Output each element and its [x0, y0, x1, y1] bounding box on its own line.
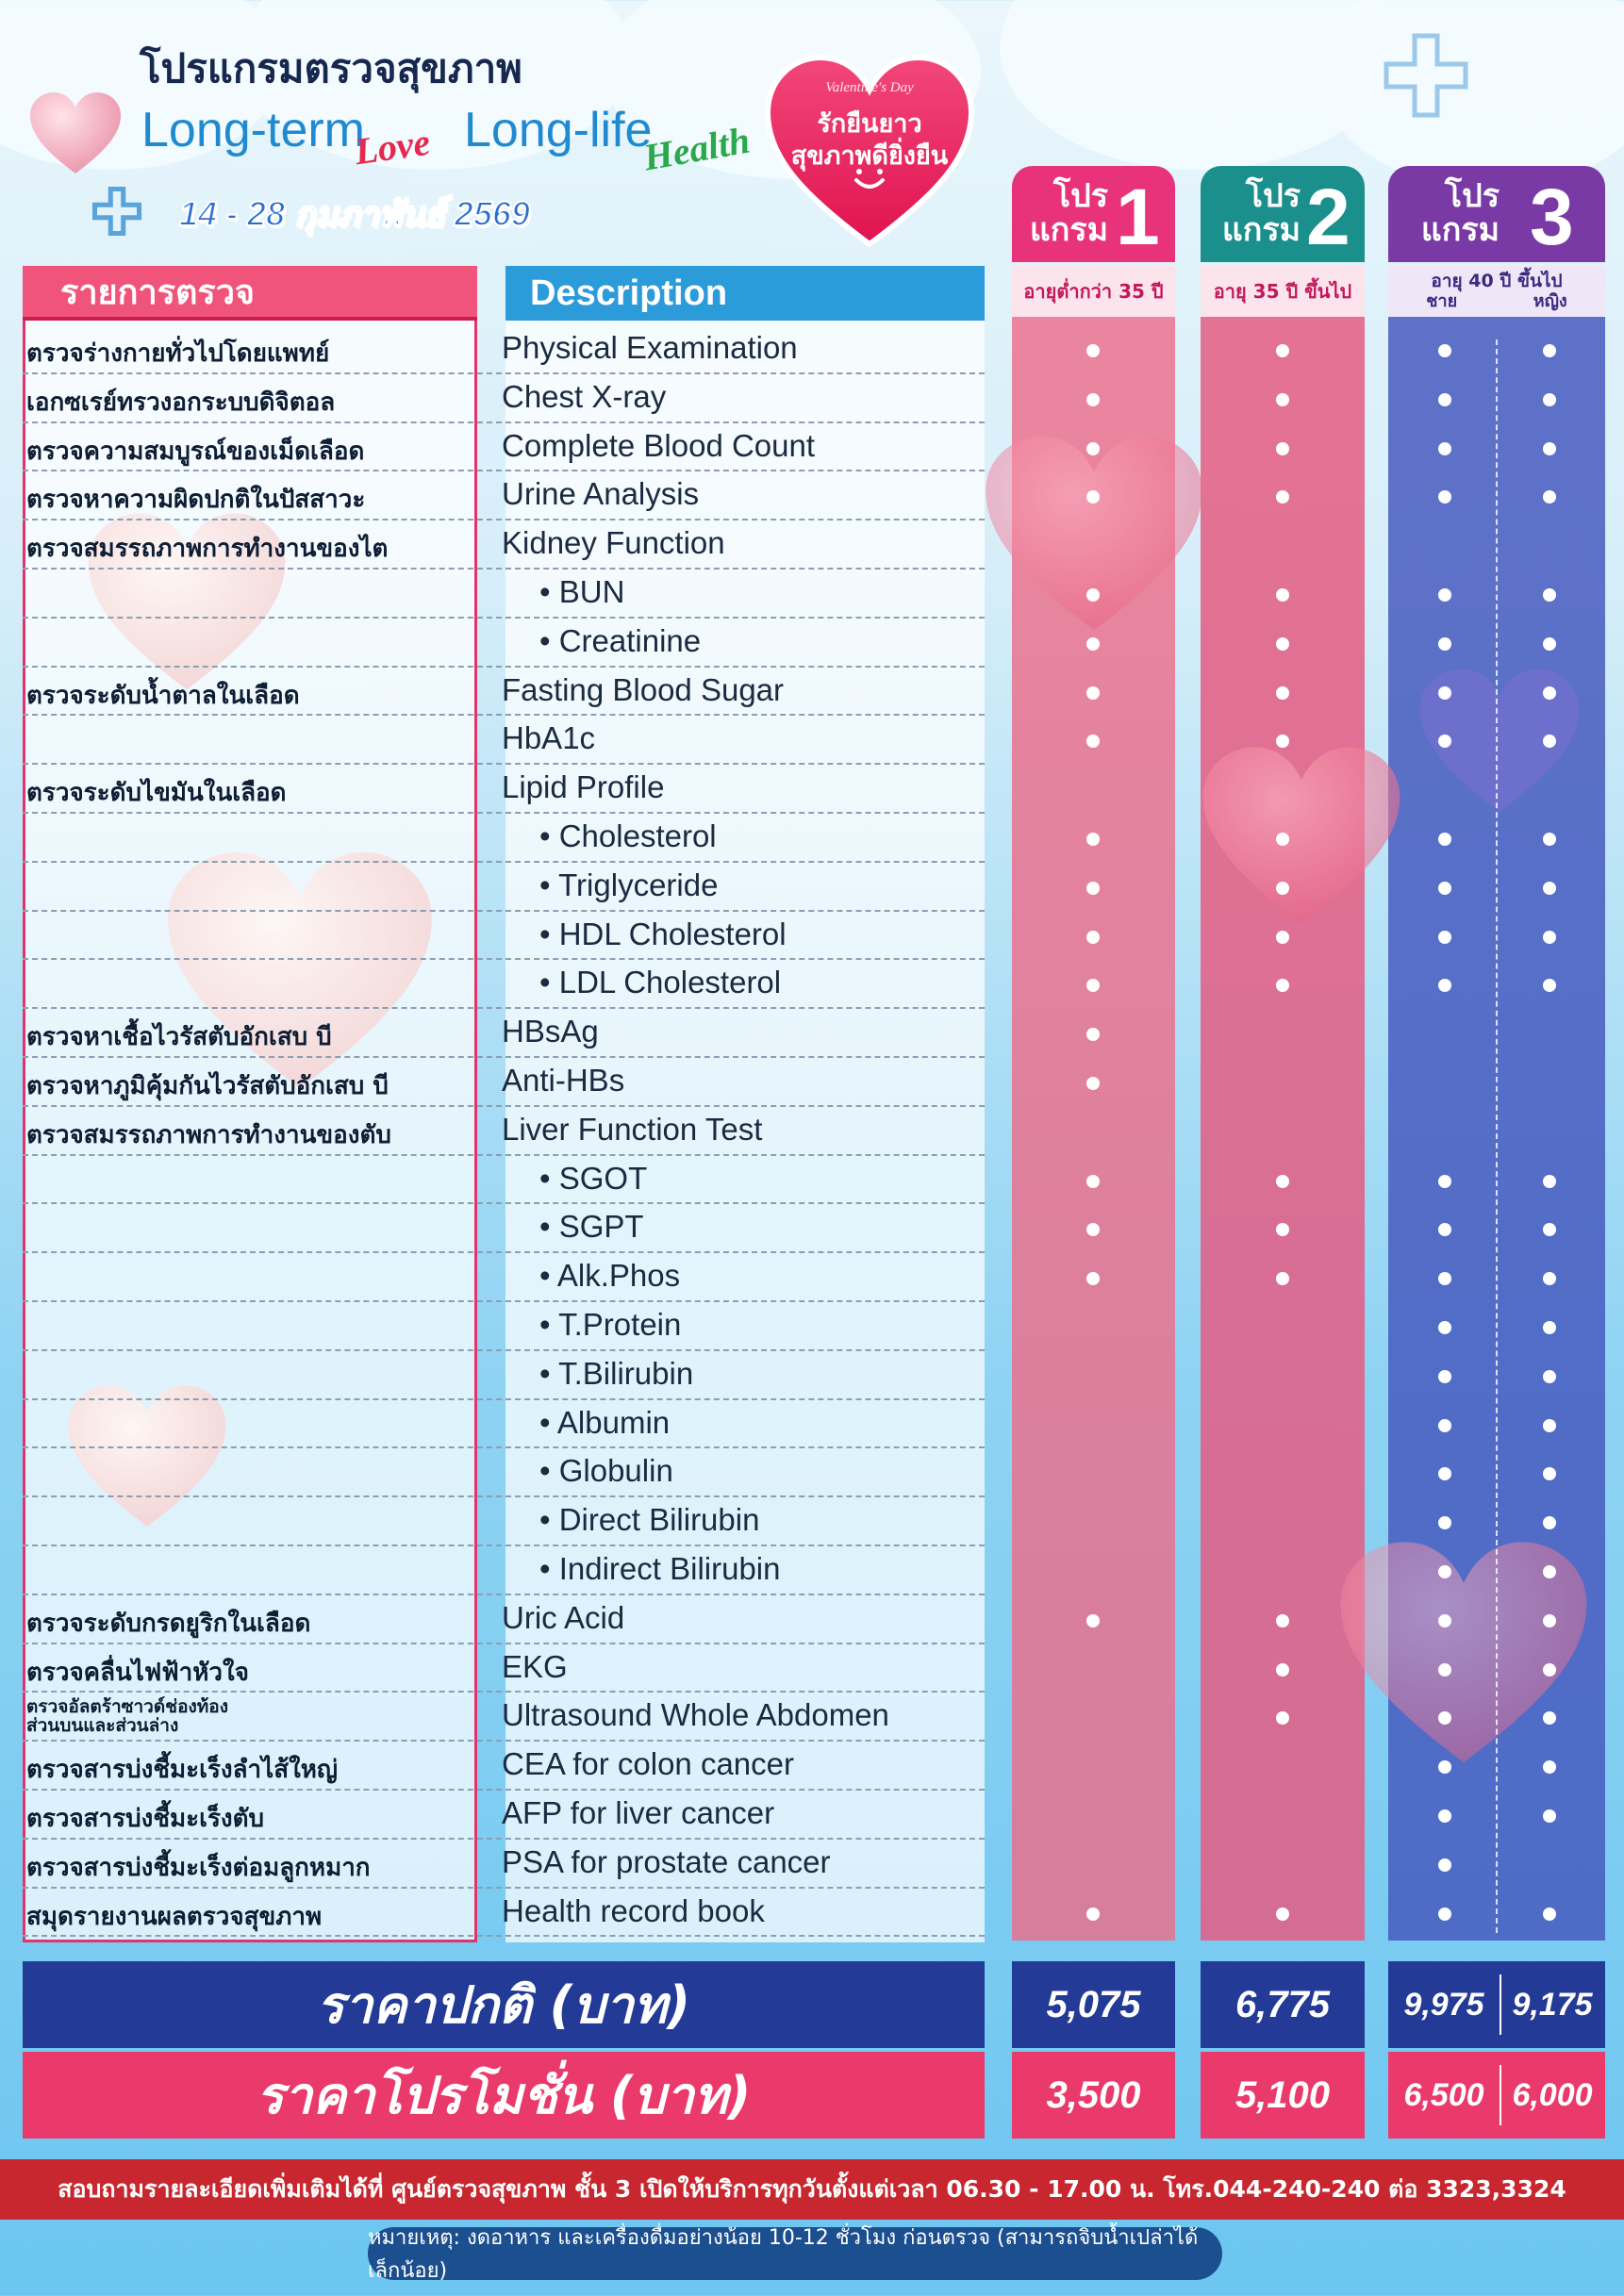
included-dot-p1 [1086, 442, 1100, 455]
item-header: รายการตรวจ [23, 266, 477, 321]
normal-price-p1: 5,075 [1012, 1961, 1175, 2048]
exam-description: Fasting Blood Sugar [502, 671, 785, 707]
row-divider [23, 958, 985, 960]
normal-price-p3-male: 9,975 [1403, 1986, 1484, 2023]
included-dot-p3f [1543, 686, 1556, 700]
included-dot-p1 [1086, 1028, 1100, 1041]
exam-item-label: ตรวจร่างกายทั่วไปโดยแพทย์ [26, 339, 330, 368]
exam-item-label: ตรวจสมรรถภาพการทำงานของไต [26, 535, 389, 564]
included-dot-p3f [1543, 1614, 1556, 1627]
included-dot-p1 [1086, 1272, 1100, 1285]
included-dot-p3f [1543, 1175, 1556, 1188]
program-3-divider [1496, 339, 1498, 1933]
included-dot-p1 [1086, 931, 1100, 944]
normal-price-label: ราคาปกติ (บาท) [23, 1961, 985, 2048]
promo-date: 14 - 28 กุมภาพันธ์ 2569 [179, 194, 530, 233]
exam-item-label: ตรวจสารบ่งชี้มะเร็งตับ [26, 1805, 265, 1833]
included-dot-p2 [1276, 833, 1289, 846]
row-divider [23, 1154, 985, 1156]
exam-description: • Cholesterol [539, 818, 717, 853]
exam-description: AFP for liver cancer [502, 1795, 775, 1830]
included-dot-p3m [1438, 344, 1451, 357]
heart-icon [1332, 1537, 1596, 1773]
promo-price-p3-female: 6,000 [1512, 2076, 1593, 2113]
plus-icon [91, 185, 143, 238]
included-dot-p2 [1276, 686, 1289, 700]
included-dot-p3f [1543, 1663, 1556, 1677]
fasting-note: หมายเหตุ: งดอาหาร และเครื่องดื่มอย่างน้อย 10-12 ชั่วโมง ก่อนตรวจ (สามารถจิบน้ำเปล่าได้เล็กน้อย) [368, 2227, 1222, 2280]
headline-long-life: Long-life [464, 103, 653, 157]
price-divider [1500, 1974, 1501, 2035]
included-dot-p2 [1276, 1272, 1289, 1285]
exam-item-label: ตรวจหาเชื้อไวรัสตับอักเสบ บี [26, 1023, 332, 1052]
included-dot-p3m [1438, 1663, 1451, 1677]
program-word-2: แกรม [1029, 211, 1108, 249]
program-word-2: แกรม [1420, 211, 1500, 249]
row-divider [23, 1349, 985, 1351]
promo-price-p2: 5,100 [1201, 2052, 1365, 2139]
included-dot-p3m [1438, 931, 1451, 944]
exam-description: Liver Function Test [502, 1111, 763, 1147]
program-2-age: อายุ 35 ปี ขึ้นไป [1201, 266, 1365, 317]
exam-item-label: ตรวจระดับน้ำตาลในเลือด [26, 681, 300, 710]
program-word [1018, 179, 1108, 247]
exam-description: • T.Bilirubin [539, 1355, 694, 1391]
valentine-badge [762, 52, 977, 250]
program-word-1: โปร [1052, 177, 1108, 215]
valentine-label: Valentine's Day [825, 80, 914, 95]
row-divider [23, 617, 985, 619]
included-dot-p3f [1543, 442, 1556, 455]
row-divider [23, 1007, 985, 1009]
headline-love: Love [352, 120, 433, 173]
plus-icon [1379, 28, 1473, 123]
row-divider [23, 1643, 985, 1644]
program-word-1: โปร [1245, 177, 1301, 215]
row-divider [23, 372, 985, 374]
exam-description: PSA for prostate cancer [502, 1843, 831, 1879]
row-divider [23, 1446, 985, 1448]
included-dot-p2 [1276, 1614, 1289, 1627]
row-divider [23, 1105, 985, 1107]
exam-item-label: เอกซเรย์ทรวงอกระบบดิจิตอล [26, 388, 336, 417]
included-dot-p3m [1438, 588, 1451, 602]
included-dot-p3m [1438, 1516, 1451, 1529]
included-dot-p3m [1438, 686, 1451, 700]
page-title: โปรแกรมตรวจสุขภาพ [140, 46, 522, 91]
exam-item-label: ตรวจระดับกรดยูริกในเลือด [26, 1609, 311, 1638]
heart-icon [981, 432, 1207, 639]
headline-health: Health [639, 118, 754, 179]
exam-description: • Creatinine [539, 622, 702, 658]
program-number: 1 [1116, 173, 1160, 261]
included-dot-p1 [1086, 882, 1100, 895]
row-divider [23, 1056, 985, 1058]
program-1-age: อายุต่ำกว่า 35 ปี [1012, 266, 1175, 317]
row-divider [23, 1202, 985, 1204]
included-dot-p2 [1276, 442, 1289, 455]
included-dot-p3m [1438, 1760, 1451, 1774]
male-label: ชาย [1426, 291, 1458, 311]
exam-description: Uric Acid [502, 1599, 625, 1635]
program-2-header [1201, 166, 1365, 262]
included-dot-p3m [1438, 1419, 1451, 1432]
description-header: Description [505, 266, 985, 321]
included-dot-p3m [1438, 637, 1451, 651]
headline-long-term: Long-term [141, 103, 365, 157]
row-divider [23, 861, 985, 863]
program-3-header [1388, 166, 1605, 262]
row-divider [23, 1887, 985, 1889]
included-dot-p1 [1086, 637, 1100, 651]
exam-description: • Globulin [539, 1453, 673, 1489]
exam-description: • LDL Cholesterol [539, 965, 782, 1000]
included-dot-p2 [1276, 393, 1289, 406]
exam-description: Chest X-ray [502, 378, 667, 414]
exam-description: • T.Protein [539, 1307, 682, 1342]
row-divider [23, 714, 985, 716]
exam-description: Complete Blood Count [502, 427, 816, 463]
row-divider [23, 1594, 985, 1595]
included-dot-p3m [1438, 1175, 1451, 1188]
exam-description: • Direct Bilirubin [539, 1502, 760, 1538]
included-dot-p1 [1086, 1614, 1100, 1627]
included-dot-p3m [1438, 1370, 1451, 1383]
row-divider [23, 1935, 985, 1937]
program-word-1: โปร [1444, 177, 1500, 215]
included-dot-p3f [1543, 1321, 1556, 1334]
row-divider [23, 1789, 985, 1791]
row-divider [23, 1300, 985, 1302]
exam-item-label: ตรวจหาความผิดปกติในปัสสาวะ [26, 486, 366, 515]
included-dot-p3f [1543, 1370, 1556, 1383]
included-dot-p3m [1438, 833, 1451, 846]
exam-description: • BUN [539, 574, 625, 609]
female-label: หญิง [1533, 291, 1567, 311]
included-dot-p3f [1543, 833, 1556, 846]
program-3-gender-labels [1388, 291, 1605, 312]
included-dot-p2 [1276, 637, 1289, 651]
exam-item-label: ตรวจสมรรถภาพการทำงานของตับ [26, 1120, 391, 1149]
exam-item-label: ตรวจอัลตร้าซาวด์ช่องท้อง ส่วนบนและส่วนล่าง [26, 1696, 228, 1737]
exam-description: • Albumin [539, 1404, 671, 1440]
heart-icon [158, 847, 441, 1099]
row-divider [23, 812, 985, 814]
included-dot-p3m [1438, 882, 1451, 895]
included-dot-p3f [1543, 393, 1556, 406]
included-dot-p3f [1543, 1809, 1556, 1823]
row-divider [23, 666, 985, 668]
program-1-header [1012, 166, 1175, 262]
included-dot-p3f [1543, 1908, 1556, 1921]
exam-description: Physical Examination [502, 330, 798, 365]
exam-description: Anti-HBs [502, 1063, 625, 1098]
included-dot-p3f [1543, 1760, 1556, 1774]
row-divider [23, 1251, 985, 1253]
included-dot-p2 [1276, 344, 1289, 357]
badge-line-2: สุขภาพดียิ่งยืน [790, 141, 949, 171]
included-dot-p1 [1086, 1175, 1100, 1188]
row-divider [23, 1495, 985, 1497]
program-number: 2 [1306, 173, 1351, 261]
included-dot-p3f [1543, 931, 1556, 944]
included-dot-p3f [1543, 344, 1556, 357]
included-dot-p3m [1438, 1858, 1451, 1872]
exam-description: Health record book [502, 1892, 765, 1928]
contact-info: สอบถามรายละเอียดเพิ่มเติมได้ที่ ศูนย์ตรวจสุขภาพ ชั้น 3 เปิดให้บริการทุกวันตั้งแต่เวลา 06.30 - 17.00 น. โทร.044-240-240 ต่อ 3323,3324 [0, 2159, 1624, 2220]
row-divider [23, 910, 985, 912]
exam-item-label: ตรวจสารบ่งชี้มะเร็งต่อมลูกหมาก [26, 1853, 371, 1882]
exam-description: • Alk.Phos [539, 1258, 681, 1294]
included-dot-p1 [1086, 588, 1100, 602]
exam-item-label: สมุดรายงานผลตรวจสุขภาพ [26, 1902, 323, 1931]
exam-description: Kidney Function [502, 525, 725, 561]
included-dot-p3f [1543, 882, 1556, 895]
program-3-age-band [1388, 266, 1605, 317]
exam-description: Lipid Profile [502, 769, 665, 805]
included-dot-p3f [1543, 1419, 1556, 1432]
exam-description: • SGOT [539, 1160, 648, 1196]
included-dot-p1 [1086, 344, 1100, 357]
program-word-2: แกรม [1221, 211, 1301, 249]
program-number: 3 [1530, 173, 1574, 261]
included-dot-p3m [1438, 1614, 1451, 1627]
included-dot-p1 [1086, 1077, 1100, 1090]
program-word [1206, 179, 1301, 247]
included-dot-p2 [1276, 1175, 1289, 1188]
included-dot-p3m [1438, 1908, 1451, 1921]
exam-item-label: ตรวจหาภูมิคุ้มกันไวรัสตับอักเสบ บี [26, 1072, 389, 1100]
exam-description: CEA for colon cancer [502, 1746, 794, 1782]
normal-price-p2: 6,775 [1201, 1961, 1365, 2048]
included-dot-p3m [1438, 1321, 1451, 1334]
row-divider [23, 519, 985, 520]
included-dot-p3f [1543, 1565, 1556, 1578]
row-divider [23, 763, 985, 765]
badge-line-1: รักยืนยาว [817, 109, 922, 139]
included-dot-p3m [1438, 393, 1451, 406]
exam-item-label: ตรวจสารบ่งชี้มะเร็งลำไส้ใหญ่ [26, 1756, 339, 1785]
exam-description: Ultrasound Whole Abdomen [502, 1697, 889, 1733]
included-dot-p3m [1438, 1272, 1451, 1285]
row-divider [23, 1838, 985, 1840]
exam-description: EKG [502, 1648, 568, 1684]
included-dot-p1 [1086, 686, 1100, 700]
heart-icon [28, 91, 123, 177]
exam-description: • Triglyceride [539, 867, 719, 902]
included-dot-p2 [1276, 931, 1289, 944]
exam-item-label: ตรวจคลื่นไฟฟ้าหัวใจ [26, 1658, 249, 1687]
exam-description: • Indirect Bilirubin [539, 1551, 781, 1586]
row-divider [23, 568, 985, 570]
price-divider [1500, 2065, 1501, 2125]
promo-price-p1: 3,500 [1012, 2052, 1175, 2139]
exam-item-label: ตรวจความสมบูรณ์ของเม็ดเลือด [26, 437, 365, 466]
included-dot-p3f [1543, 1272, 1556, 1285]
included-dot-p2 [1276, 1908, 1289, 1921]
row-divider [23, 421, 985, 423]
program-3-age: อายุ 40 ปี ขึ้นไป [1431, 271, 1563, 291]
promo-price-label: ราคาโปรโมชั่น (บาท) [23, 2052, 985, 2139]
row-divider [23, 1544, 985, 1546]
row-divider [23, 470, 985, 471]
normal-price-p3-female: 9,175 [1512, 1986, 1593, 2023]
included-dot-p3m [1438, 1809, 1451, 1823]
included-dot-p3f [1543, 1516, 1556, 1529]
heart-icon [1198, 743, 1405, 932]
included-dot-p2 [1276, 882, 1289, 895]
included-dot-p3f [1543, 637, 1556, 651]
exam-description: HBsAg [502, 1014, 599, 1049]
program-word [1396, 179, 1500, 247]
included-dot-p3m [1438, 1565, 1451, 1578]
included-dot-p1 [1086, 1908, 1100, 1921]
exam-description: • HDL Cholesterol [539, 916, 787, 951]
promo-price-p3-male: 6,500 [1403, 2076, 1484, 2113]
included-dot-p2 [1276, 588, 1289, 602]
heart-icon [62, 1382, 232, 1533]
included-dot-p3m [1438, 442, 1451, 455]
included-dot-p1 [1086, 393, 1100, 406]
exam-description: HbA1c [502, 720, 596, 756]
row-divider [23, 1691, 985, 1693]
row-divider [23, 1398, 985, 1400]
exam-item-label: ตรวจระดับไขมันในเลือด [26, 779, 287, 808]
included-dot-p3f [1543, 588, 1556, 602]
exam-description: Urine Analysis [502, 476, 700, 512]
included-dot-p2 [1276, 1663, 1289, 1677]
exam-description: • SGPT [539, 1209, 644, 1245]
included-dot-p1 [1086, 833, 1100, 846]
row-divider [23, 1740, 985, 1742]
